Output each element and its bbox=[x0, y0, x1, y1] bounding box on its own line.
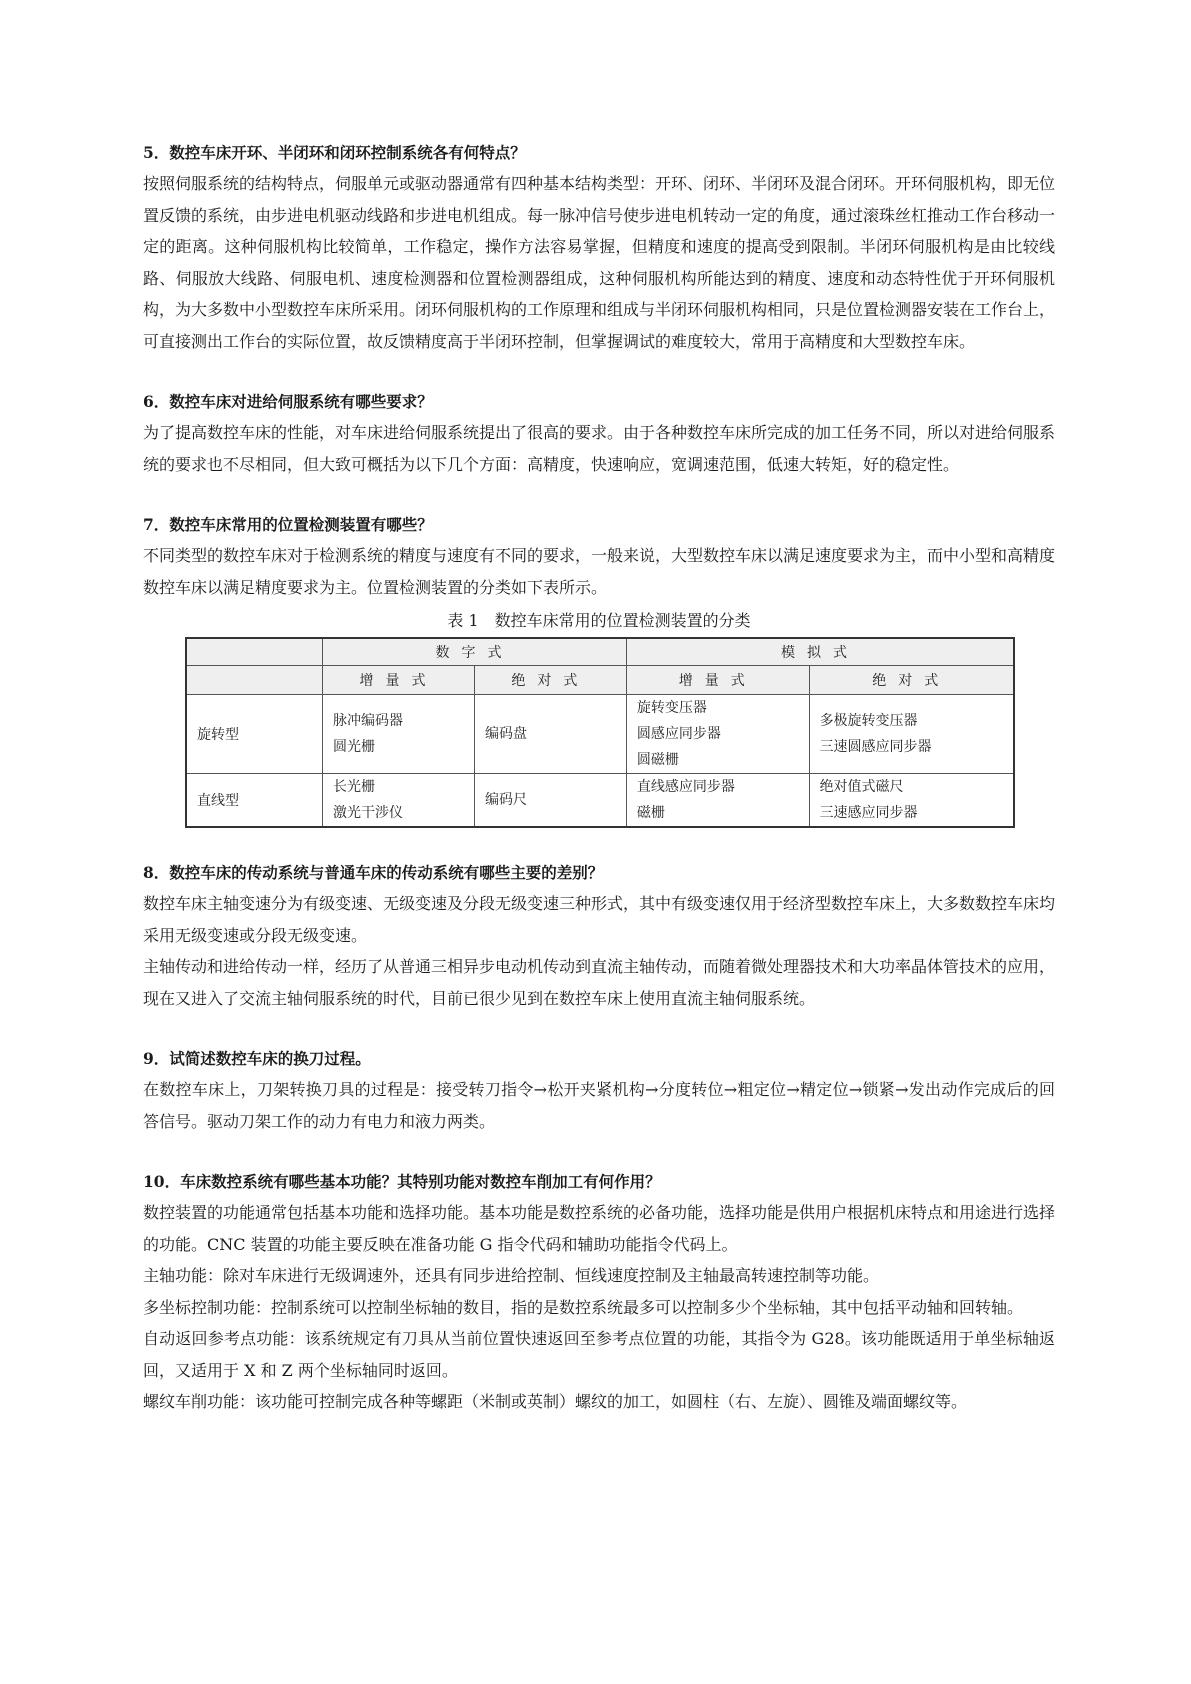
question-heading-9: 9．试简述数控车床的换刀过程。 bbox=[143, 1049, 371, 1068]
cell-text: 编码盘 bbox=[484, 726, 527, 742]
table-cell bbox=[323, 774, 475, 828]
cell-text: 磁栅 bbox=[636, 805, 665, 821]
cell-text: 多极旋转变压器 bbox=[819, 713, 918, 729]
answer-paragraph: 在数控车床上，刀架转换刀具的过程是：接受转刀指令→松开夹紧机构→分度转位→粗定位→精定位→锁紧→发出动作完成后的回答信号。驱动刀架工作的动力有电力和液力两类。 bbox=[143, 1080, 1055, 1131]
answer-paragraph: 为了提高数控车床的性能，对车床进给伺服系统提出了很高的要求。由于各种数控车床所完成的加工任务不同，所以对进给伺服系统的要求也不尽相同，但大致可概括为以下几个方面：高精度，快速响应，宽调速范围，低速大转矩，好的稳定性。 bbox=[143, 423, 1056, 474]
sub-header: 增量式 bbox=[323, 666, 475, 695]
row-label: 直线型 bbox=[186, 774, 323, 828]
table-caption: 表 1 数控车床常用的位置检测装置的分类 bbox=[447, 611, 751, 630]
answer-paragraph: 多坐标控制功能：控制系统可以控制坐标轴的数目，指的是数控系统最多可以控制多少个坐标轴，其中包括平动轴和回转轴。 bbox=[143, 1297, 1024, 1317]
table-cell bbox=[626, 695, 809, 774]
cell-text: 编码尺 bbox=[484, 792, 527, 808]
cell-text: 直线感应同步器 bbox=[636, 779, 735, 795]
answer-paragraph: 数控车床主轴变速分为有级变速、无级变速及分段无级变速三种形式，其中有级变速仅用于经济型数控车床上，大多数数控车床均采用无级变速或分段无级变速。 bbox=[143, 894, 1056, 945]
sub-header: 绝对式 bbox=[474, 666, 626, 695]
cell-text: 三速圆感应同步器 bbox=[819, 739, 932, 755]
table-cell bbox=[809, 695, 1014, 774]
answer-paragraph: 螺纹车削功能：该功能可控制完成各种等螺距（米制或英制）螺纹的加工，如圆柱（右、左旋）、圆锥及端面螺纹等。 bbox=[143, 1392, 968, 1411]
table-sub-header-row bbox=[186, 666, 1014, 695]
table-row bbox=[186, 695, 1014, 774]
question-heading-10: 10．车床数控系统有哪些基本功能？其特别功能对数控车削加工有何作用？ bbox=[143, 1172, 661, 1191]
cell-text: 旋转变压器 bbox=[636, 700, 707, 716]
cell-text: 圆感应同步器 bbox=[636, 726, 721, 742]
document-page bbox=[143, 138, 1055, 1418]
table-cell bbox=[323, 695, 475, 774]
question-heading-6: 6．数控车床对进给伺服系统有哪些要求？ bbox=[143, 392, 433, 411]
question-heading-8: 8．数控车床的传动系统与普通车床的传动系统有哪些主要的差别？ bbox=[143, 863, 604, 882]
cell-text: 圆光栅 bbox=[333, 739, 375, 755]
cell-text: 脉冲编码器 bbox=[333, 713, 403, 729]
answer-paragraph: 数控装置的功能通常包括基本功能和选择功能。基本功能是数控系统的必备功能，选择功能是供用户根据机床特点和用途进行选择的功能。CNC 装置的功能主要反映在准备功能 G 指令代码和辅助功能指令代码上。 bbox=[143, 1203, 1056, 1254]
answer-paragraph: 不同类型的数控车床对于检测系统的精度与速度有不同的要求，一般来说，大型数控车床以满足速度要求为主，而中小型和高精度数控车床以满足精度要求为主。位置检测装置的分类如下表所示。 bbox=[143, 546, 1056, 597]
sub-header: 增量式 bbox=[626, 666, 809, 695]
table-row bbox=[186, 774, 1014, 828]
cell-text: 绝对值式磁尺 bbox=[819, 779, 904, 795]
answer-paragraph: 按照伺服系统的结构特点，伺服单元或驱动器通常有四种基本结构类型：开环、闭环、半闭环及混合闭环。开环伺服机构，即无位置反馈的系统，由步进电机驱动线路和步进电机组成。每一脉冲信号使步进电机转动一定的角度，通过滚珠丝杠推动工作台移动一定的距离。这种伺服机构比较简单，工作稳定，操作方法容易掌握，但精度和速度的提高受到限制。半闭环伺服机构是由比较线路、伺服放大线路、伺服电机、速度检测器和位置检测器组成，这种伺服机构所能达到的精度、速度和动态特性优于开环伺服机构，为大多数中小型数控车床所采用。闭环伺服机构的工作原理和组成与半闭环伺服机构相同，只是位置检测器安装在工作台上，可直接测出工作台的实际位置，故反馈精度高于半闭环控制，但掌握调试的难度较大，常用于高精度和大型数控车床。 bbox=[143, 174, 1056, 351]
cell-text: 圆磁栅 bbox=[636, 752, 679, 768]
table-corner-cell bbox=[186, 666, 323, 695]
row-label: 旋转型 bbox=[186, 695, 323, 774]
question-heading-5: 5．数控车床开环、半闭环和闭环控制系统各有何特点？ bbox=[143, 143, 526, 162]
answer-paragraph: 主轴功能：除对车床进行无级调速外，还具有同步进给控制、恒线速度控制及主轴最高转速控制等功能。 bbox=[143, 1266, 880, 1285]
cell-text: 三速感应同步器 bbox=[819, 805, 918, 821]
question-heading-7: 7．数控车床常用的位置检测装置有哪些？ bbox=[143, 515, 433, 534]
group-header-analog: 模拟式 bbox=[626, 638, 1014, 666]
answer-paragraph: 主轴传动和进给传动一样，经历了从普通三相异步电动机传动到直流主轴传动，而随着微处理器技术和大功率晶体管技术的应用，现在又进入了交流主轴伺服系统的时代，目前已很少见到在数控车床上使用直流主轴伺服系统。 bbox=[143, 957, 1056, 1008]
table-corner-cell bbox=[186, 638, 323, 666]
table-cell bbox=[474, 695, 626, 774]
table-cell bbox=[474, 774, 626, 828]
answer-paragraph: 自动返回参考点功能：该系统规定有刀具从当前位置快速返回至参考点位置的功能，其指令为 G28。该功能既适用于单坐标轴返回，又适用于 X 和 Z 两个坐标轴同时返回。 bbox=[143, 1329, 1055, 1380]
detection-device-table bbox=[185, 637, 1015, 828]
group-header-digital: 数字式 bbox=[323, 638, 627, 666]
cell-text: 长光栅 bbox=[333, 779, 375, 795]
table-cell bbox=[809, 774, 1014, 828]
table-cell bbox=[626, 774, 809, 828]
table-group-header-row bbox=[186, 638, 1014, 666]
sub-header: 绝对式 bbox=[809, 666, 1014, 695]
cell-text: 激光干涉仪 bbox=[333, 805, 403, 821]
